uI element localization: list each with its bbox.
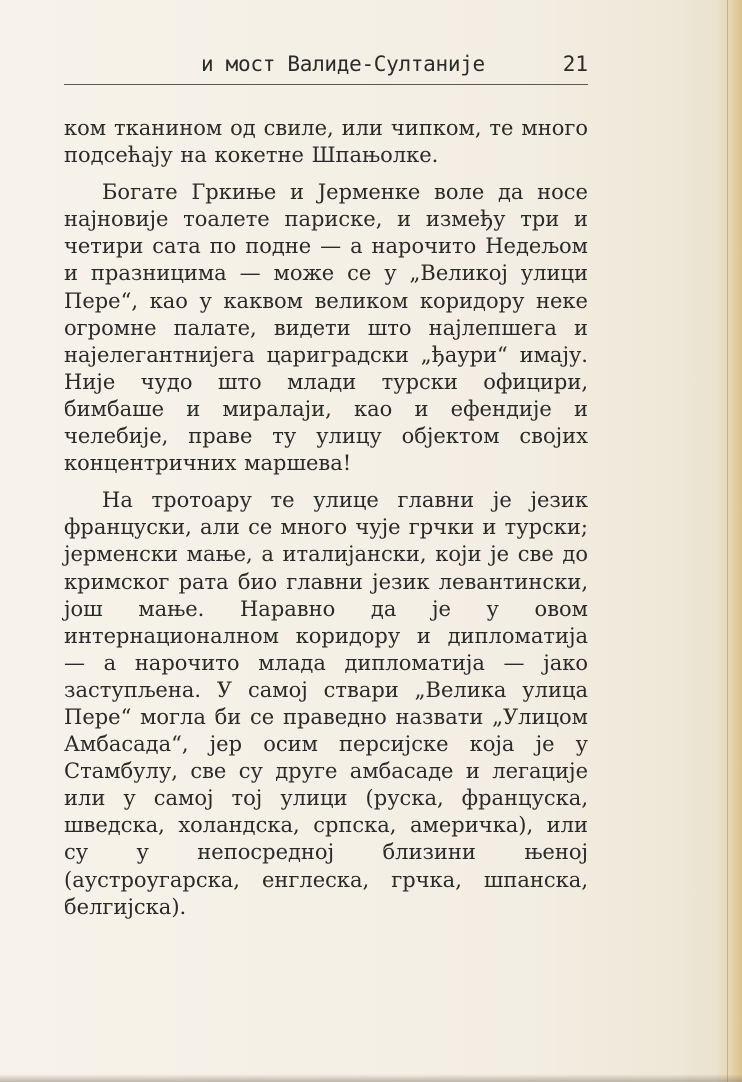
page-bottom-shadow: [0, 1074, 742, 1082]
header-rule: [64, 84, 588, 85]
page-edge-line: [727, 0, 728, 1082]
page-edge-shadow: [716, 0, 742, 1082]
paragraph-continuation: ком тканином од свиле, или чипком, те много подсећају на кокетне Шпањолке.: [64, 116, 588, 168]
page-number: 21: [562, 52, 588, 76]
page-header: [64, 50, 588, 84]
paragraph: Богате Гркиње и Јерменке воле да носе најновије тоалете париске, и између три и четири сата по подне — а нарочито Недељом и празницима — може се у „Великој улици Пере“, као у каквом великом коридору неке огромне палате, видети што најлепшега и најелегантнијега цариградски „ђаури“ имају. Није чудо што млади турски официри, бимбаше и миралаји, као и ефендије и челебије, праве ту улицу објектом својих концентричних маршева!: [64, 180, 588, 476]
running-title: и мост Валиде-Султаније: [201, 52, 485, 76]
body-text: [64, 115, 588, 921]
paragraph: На тротоару те улице главни је језик француски, али се много чује грчки и турски; јерменски мање, а италијански, који је све до кримског рата био главни језик левантински, још мање. Наравно да је у овом интернационалном коридору и дипломатија — а нарочито млада дипломатија — јако заступљена. У самој ствари „Велика улица Пере“ могла би се праведно назвати „Улицом Амбасада“, јер осим персијске која је у Стамбулу, све су друге амбасаде и легације или у самој тој улици (руска, француска, шведска, холандска, српска, америчка), или су у непосредној близини њеној (аустроугарска, енглеска, грчка, шпанска, белгијска).: [64, 488, 588, 919]
